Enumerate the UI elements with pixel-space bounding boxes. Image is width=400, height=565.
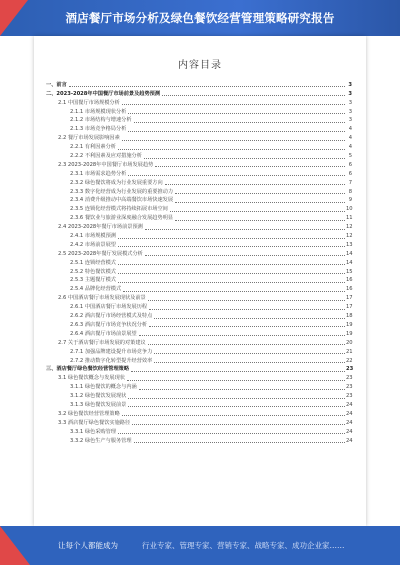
toc-leader-dots [145, 229, 345, 230]
toc-page-number: 24 [346, 410, 353, 417]
footer-banner [0, 526, 400, 565]
footer-corner-accent [0, 526, 30, 565]
toc-page-number: 4 [348, 144, 352, 151]
toc-leader-dots [118, 264, 345, 265]
toc-entry-text: 2.3.1 市场需求趋势分析 [70, 170, 127, 177]
toc-entry[interactable] [46, 284, 352, 293]
toc-leader-dots [118, 149, 345, 150]
toc-leader-dots [145, 255, 345, 256]
toc-entry-text: 2.5.3 主题餐厅模式 [70, 277, 116, 284]
toc-entry[interactable] [46, 302, 352, 311]
toc-page-number: 19 [346, 330, 353, 337]
toc-leader-dots [139, 335, 345, 336]
toc-entry[interactable] [46, 160, 352, 169]
toc-entry-text: 2.6.2 酒店餐厅市场经营模式及特点 [70, 313, 153, 320]
toc-page-number: 13 [346, 241, 353, 248]
toc-leader-dots [148, 344, 345, 345]
toc-leader-dots [118, 433, 345, 434]
toc-leader-dots [144, 158, 345, 159]
toc-entry[interactable] [46, 249, 352, 258]
toc-leader-dots [122, 104, 345, 105]
toc-entry-text: 2.7 关于酒店餐厅市场发展的对策建议 [58, 339, 146, 346]
toc-entry-text: 2.7.1 加强品牌建设提升市场竞争力 [70, 348, 153, 355]
toc-page-number: 3 [348, 108, 352, 115]
toc-leader-dots [149, 326, 345, 327]
toc-leader-dots [118, 246, 345, 247]
toc-leader-dots [154, 353, 345, 354]
toc-entry-text: 2.3 2023-2028年中国餐厅市场发展趋势 [58, 161, 154, 168]
toc-entry[interactable] [46, 311, 352, 320]
toc-page-number: 23 [346, 366, 354, 373]
toc-entry[interactable] [46, 258, 352, 267]
toc-entry-text: 2.2 餐厅市场发展影响因素 [58, 135, 120, 142]
toc-page-number: 17 [346, 304, 353, 311]
toc-leader-dots [118, 282, 345, 283]
toc-entry[interactable] [46, 329, 352, 338]
toc-leader-dots [69, 86, 345, 87]
toc-entry-text: 2.5.2 特色餐饮模式 [70, 268, 116, 275]
toc-entry-text: 2.4.2 市场前景展望 [70, 241, 116, 248]
toc-page-number: 4 [348, 126, 352, 133]
toc-entry[interactable] [46, 365, 352, 374]
toc-entry-text: 2.5.4 品牌化经营模式 [70, 286, 122, 293]
footer-tagline: 行业专家、管理专家、营销专家、战略专家、成功企业家…… [142, 541, 345, 550]
toc-page-number: 9 [348, 197, 352, 204]
toc-entry-text: 2.6.1 中国酒店餐厅市场发展历程 [70, 304, 148, 311]
toc-entry-text: 3.1.1 绿色餐饮的概念与内涵 [70, 384, 137, 391]
toc-entry-text: 2.3.5 连锁化经营模式将持续拓展市场空间 [70, 206, 168, 213]
toc-entry[interactable] [46, 400, 352, 409]
toc-entry[interactable] [46, 240, 352, 249]
toc-leader-dots [128, 113, 345, 114]
toc-entry-text: 2.1.2 市场结构与增速分析 [70, 117, 132, 124]
toc-page-number: 3 [348, 117, 352, 124]
toc-entry-text: 2.5.1 连锁经营模式 [70, 259, 116, 266]
toc-entry[interactable] [46, 293, 352, 302]
toc-entry[interactable] [46, 418, 352, 427]
toc-entry[interactable] [46, 196, 352, 205]
toc-leader-dots [127, 380, 345, 381]
toc-entry-text: 2.4.1 市场规模预测 [70, 233, 116, 240]
toc-entry[interactable] [46, 276, 352, 285]
toc-entry-text: 2.4 2023-2028年餐厅市场前景预测 [58, 224, 143, 231]
toc-leader-dots [149, 309, 345, 310]
toc-entry[interactable] [46, 151, 352, 160]
toc-page-number: 4 [348, 135, 352, 142]
toc-entry-text: 2.6.3 酒店餐厅市场竞争状况分析 [70, 321, 148, 328]
table-of-contents [46, 80, 352, 445]
toc-page-number: 23 [346, 375, 353, 382]
toc-entry-text: 2.1.1 市场规模现状分析 [70, 108, 127, 115]
toc-leader-dots [154, 318, 345, 319]
toc-entry-text: 2.2.1 有利因素分析 [70, 144, 116, 151]
toc-page-number: 24 [346, 419, 353, 426]
toc-page-number: 23 [346, 384, 353, 391]
toc-entry[interactable] [46, 116, 352, 125]
toc-entry-text: 一、前言 [46, 81, 67, 88]
toc-entry-text: 3.1.2 绿色餐饮发展现状 [70, 393, 127, 400]
toc-leader-dots [118, 273, 345, 274]
toc-page-number: 14 [346, 250, 353, 257]
toc-leader-dots [128, 406, 345, 407]
toc-entry[interactable] [46, 356, 352, 365]
toc-entry-text: 3.3 酒店餐厅绿色餐饮实施路径 [58, 419, 131, 426]
toc-entry[interactable] [46, 338, 352, 347]
toc-leader-dots [122, 140, 345, 141]
toc-entry[interactable] [46, 320, 352, 329]
toc-page-number: 20 [346, 339, 353, 346]
toc-leader-dots [134, 122, 345, 123]
toc-entry[interactable] [46, 178, 352, 187]
toc-leader-dots [148, 300, 345, 301]
toc-page-number: 18 [346, 313, 353, 320]
toc-leader-dots [128, 175, 345, 176]
toc-page-number: 8 [348, 188, 352, 195]
toc-leader-dots [162, 95, 345, 96]
toc-entry[interactable] [46, 436, 352, 445]
toc-entry[interactable] [46, 427, 352, 436]
toc-page-number: 23 [346, 393, 353, 400]
toc-entry-text: 3.1 绿色餐饮概念与发展现状 [58, 375, 125, 382]
toc-entry-text: 3.3.2 绿色生产与服务管理 [70, 437, 132, 444]
toc-leader-dots [134, 442, 345, 443]
toc-heading: 内容目录 [178, 60, 222, 71]
toc-leader-dots [170, 211, 345, 212]
toc-page-number: 21 [346, 348, 353, 355]
toc-entry-text: 三、酒店餐厅绿色餐饮经营管理策略 [46, 366, 130, 373]
toc-page-number: 14 [346, 259, 353, 266]
toc-entry-text: 2.3.4 消费升级推动中高端餐饮市场快速发展 [70, 197, 174, 204]
toc-leader-dots [128, 398, 345, 399]
toc-page-number: 16 [346, 277, 353, 284]
toc-page-number: 12 [346, 224, 353, 231]
toc-page-number: 7 [348, 179, 352, 186]
toc-entry[interactable] [46, 80, 352, 89]
toc-entry-text: 3.1.3 绿色餐饮发展前景 [70, 401, 127, 408]
toc-entry-text: 3.3.1 绿色采购管理 [70, 428, 116, 435]
toc-entry[interactable] [46, 142, 352, 151]
toc-entry[interactable] [46, 124, 352, 133]
toc-entry[interactable] [46, 347, 352, 356]
toc-page-number: 3 [348, 81, 352, 88]
toc-entry[interactable] [46, 204, 352, 213]
toc-entry[interactable] [46, 222, 352, 231]
toc-page-number: 12 [346, 233, 353, 240]
header-banner [0, 0, 400, 36]
toc-entry-text: 2.7.2 推动数字化转型提升经营效率 [70, 357, 153, 364]
toc-entry-text: 二、2023-2028年中国餐厅市场前景及趋势预测 [46, 90, 161, 97]
toc-leader-dots [175, 202, 345, 203]
toc-leader-dots [175, 220, 345, 221]
toc-entry-text: 2.1.3 市场竞争格局分析 [70, 126, 127, 133]
toc-entry-text: 2.1 中国餐厅市场规模分析 [58, 99, 120, 106]
toc-leader-dots [175, 193, 345, 194]
toc-entry-text: 2.3.3 数字化经营成为行业发展的重要推动力 [70, 188, 174, 195]
toc-entry-text: 3.2 绿色餐饮经营管理策略 [58, 410, 120, 417]
toc-leader-dots [139, 389, 345, 390]
toc-entry-text: 2.6 中国酒店餐厅市场发展现状及前景 [58, 295, 146, 302]
toc-entry[interactable] [46, 107, 352, 116]
toc-leader-dots [154, 362, 345, 363]
toc-entry[interactable] [46, 409, 352, 418]
footer-slogan: 让每个人都能成为 [58, 541, 118, 550]
toc-entry[interactable] [46, 213, 352, 222]
toc-entry-text: 2.3.6 餐饮业与旅游业深度融合发展趋势明显 [70, 215, 174, 222]
toc-entry[interactable] [46, 382, 352, 391]
toc-leader-dots [123, 291, 345, 292]
toc-page-number: 10 [346, 206, 353, 213]
toc-entry-text: 2.2.2 不利因素及应对措施分析 [70, 153, 142, 160]
toc-page-number: 3 [348, 90, 352, 97]
toc-page-number: 3 [348, 99, 352, 106]
toc-entry-text: 2.6.4 酒店餐厅市场前景展望 [70, 330, 137, 337]
toc-leader-dots [165, 184, 345, 185]
toc-leader-dots [122, 415, 345, 416]
toc-entry[interactable] [46, 169, 352, 178]
toc-entry[interactable] [46, 98, 352, 107]
toc-page-number: 15 [346, 268, 353, 275]
toc-entry[interactable] [46, 373, 352, 382]
toc-entry-text: 2.3.2 绿色餐饮将成为行业发展重要方向 [70, 179, 163, 186]
toc-entry[interactable] [46, 89, 352, 98]
toc-page-number: 11 [346, 215, 353, 222]
toc-leader-dots [128, 131, 345, 132]
toc-page-number: 24 [346, 428, 353, 435]
toc-page-number: 22 [346, 357, 353, 364]
toc-page-number: 16 [346, 286, 353, 293]
toc-page-number: 24 [346, 401, 353, 408]
toc-page-number: 17 [346, 295, 353, 302]
toc-entry[interactable] [46, 133, 352, 142]
toc-page-number: 5 [348, 153, 352, 160]
toc-leader-dots [132, 424, 345, 425]
toc-leader-dots [118, 238, 345, 239]
toc-entry[interactable] [46, 187, 352, 196]
document-page [34, 36, 366, 526]
toc-page-number: 6 [348, 161, 352, 168]
report-title: 酒店餐厅市场分析及绿色餐饮经营管理策略研究报告 [65, 11, 335, 25]
toc-page-number: 19 [346, 321, 353, 328]
toc-page-number: 6 [348, 170, 352, 177]
toc-entry-text: 2.5 2023-2028年餐厅发展模式分析 [58, 250, 143, 257]
toc-leader-dots [155, 166, 345, 167]
toc-leader-dots [131, 371, 345, 372]
toc-entry[interactable] [46, 391, 352, 400]
toc-entry[interactable] [46, 231, 352, 240]
toc-page-number: 24 [346, 437, 353, 444]
toc-entry[interactable] [46, 267, 352, 276]
